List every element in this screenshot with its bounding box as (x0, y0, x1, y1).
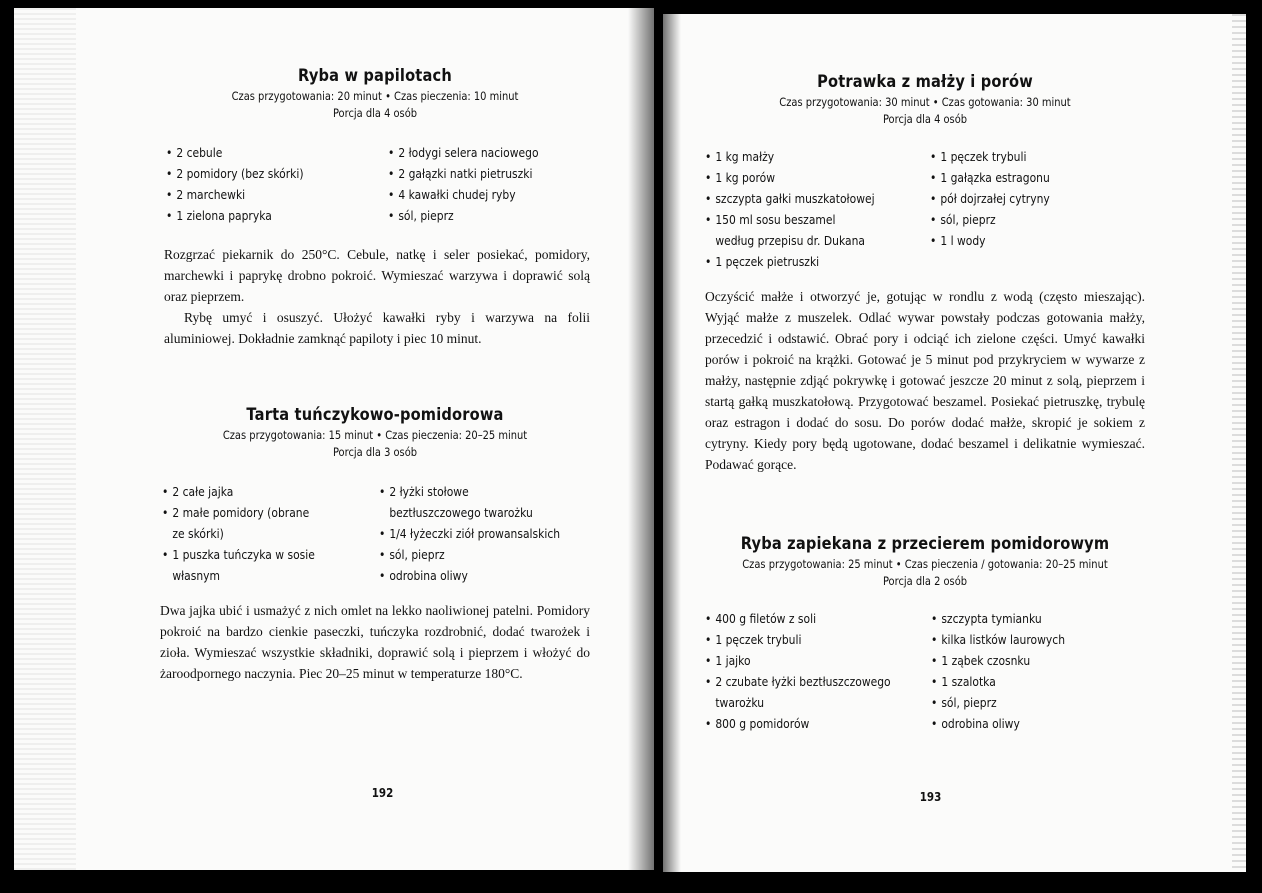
ingredient-column (166, 142, 368, 226)
ingredient-column (921, 608, 1145, 734)
ingredient-item: • 1 kg porów (705, 167, 890, 188)
ingredient-item: • 1 zielona papryka (166, 205, 340, 226)
ingredient-column (162, 481, 361, 586)
ingredient-list (166, 142, 590, 226)
recipe-ryba-w-papilotach (160, 66, 590, 349)
ingredient-item: • odrobina oliwy (931, 713, 1115, 734)
recipe-title: Tarta tuńczykowo-pomidorowa (246, 405, 504, 425)
recipe-times: Czas przygotowania: 30 minut • Czas gotowania: 30 minut (779, 95, 1071, 109)
instruction-paragraph: Rozgrzać piekarnik do 250°C. Cebule, natkę i seler posiekać, pomidory, marchewki i paprykę drobno pokroić. Wymieszać warzywa i doprawić solą oraz pieprzem. (164, 247, 590, 304)
recipe-servings: Porcja dla 4 osób (332, 106, 418, 120)
recipe-title: Ryba zapiekana z przecierem pomidorowym (740, 534, 1110, 554)
page-number: 193 (919, 790, 942, 804)
recipe-instructions (164, 244, 590, 349)
ingredient-item: • sól, pieprz (931, 692, 1115, 713)
gutter-shadow (628, 8, 654, 870)
ingredient-item: • sól, pieprz (388, 205, 562, 226)
ingredient-column (705, 146, 920, 272)
ingredient-item: • 1 pęczek trybuli (930, 146, 1115, 167)
ingredient-item: • 1/4 łyżeczki ziół prowansalskich (379, 523, 560, 544)
ingredient-item: • 1 jajko (705, 650, 891, 671)
ingredient-item: • 2 całe jajka (162, 481, 334, 502)
ingredient-list (705, 146, 1145, 272)
ingredient-column (705, 608, 921, 734)
recipe-times: Czas przygotowania: 20 minut • Czas pieczenia: 10 minut (231, 89, 519, 103)
ingredient-item: • 2 pomidory (bez skórki) (166, 163, 340, 184)
ingredient-item: • pół dojrzałej cytryny (930, 188, 1115, 209)
left-page (14, 8, 654, 870)
recipe-instructions (705, 286, 1145, 475)
ingredient-column (361, 481, 590, 586)
ingredient-item: • 2 gałązki natki pietruszki (388, 163, 562, 184)
ingredient-column (368, 142, 590, 226)
ingredient-list (705, 608, 1145, 734)
page-edge-shadow (14, 8, 76, 870)
ingredient-item: • 2 małe pomidory (obrane ze skórki) (162, 502, 334, 544)
ingredient-item: • 2 czubate łyżki beztłuszczowego twarożku (705, 671, 891, 713)
ingredient-item: • 4 kawałki chudej ryby (388, 184, 562, 205)
ingredient-item: • sól, pieprz (379, 544, 560, 565)
recipe-title: Potrawka z małży i porów (817, 72, 1033, 92)
page-number: 192 (371, 786, 394, 800)
ingredient-column (920, 146, 1145, 272)
ingredient-item: • 1 szalotka (931, 671, 1115, 692)
gutter-shadow (663, 14, 681, 872)
instruction-paragraph: Oczyścić małże i otworzyć je, gotując w rondlu z wodą (często mieszając). Wyjąć małże z muszelek. Odlać wywar powstały podczas gotowania małży, przecedzić i odstawić. Obrać pory i odciąć ich zielone części. Umyć kawałki porów i pokroić na krążki. Gotować je 5 minut pod przykryciem w wywarze z małży, następnie zdjąć pokrywkę i gotować jeszcze 20 minut z solą, pieprzem i startą gałką muszkatołową. Przygotować beszamel. Posiekać pietruszkę, trybulę oraz estragon i dodać do sosu. Do porów dodać małże, skropić je sokiem z cytryny. Kiedy pory będą ugotowane, dodać beszamel i delikatnie wymieszać. Podawać gorące. (705, 289, 1145, 472)
ingredient-list (162, 481, 590, 586)
ingredient-item: • sól, pieprz (930, 209, 1115, 230)
ingredient-item: • 1 puszka tuńczyka w sosie własnym (162, 544, 334, 586)
ingredient-item: • 1 pęczek pietruszki (705, 251, 890, 272)
right-page (663, 14, 1246, 872)
recipe-tarta-tunczykowo-pomidorowa (160, 405, 590, 684)
recipe-instructions (160, 600, 590, 684)
ingredient-item: • 2 łodygi selera naciowego (388, 142, 562, 163)
recipe-ryba-zapiekana (705, 534, 1145, 734)
recipe-servings: Porcja dla 4 osób (882, 112, 968, 126)
ingredient-item: • 1 ząbek czosnku (931, 650, 1115, 671)
ingredient-item: • 2 łyżki stołowe beztłuszczowego twarożku (379, 481, 560, 523)
ingredient-item: • 2 marchewki (166, 184, 340, 205)
recipe-times: Czas przygotowania: 25 minut • Czas pieczenia / gotowania: 20–25 minut (742, 557, 1108, 571)
ingredient-item: • 2 cebule (166, 142, 340, 163)
recipe-potrawka-z-malzy-i-porow (705, 72, 1145, 475)
instruction-paragraph: Rybę umyć i osuszyć. Ułożyć kawałki ryby i warzywa na folii aluminiowej. Dokładnie zamknąć papiloty i piec 10 minut. (164, 310, 590, 346)
ingredient-item: • 1 pęczek trybuli (705, 629, 891, 650)
ingredient-item: • 1 kg małży (705, 146, 890, 167)
ingredient-item: • odrobina oliwy (379, 565, 560, 586)
ingredient-item: • kilka listków laurowych (931, 629, 1115, 650)
ingredient-item: • 400 g filetów z soli (705, 608, 891, 629)
ingredient-item: • 1 l wody (930, 230, 1115, 251)
ingredient-item: • 800 g pomidorów (705, 713, 891, 734)
ingredient-item: • 1 gałązka estragonu (930, 167, 1115, 188)
recipe-times: Czas przygotowania: 15 minut • Czas pieczenia: 20–25 minut (222, 428, 528, 442)
recipe-title: Ryba w papilotach (298, 66, 452, 86)
recipe-servings: Porcja dla 2 osób (882, 574, 968, 588)
recipe-servings: Porcja dla 3 osób (332, 445, 418, 459)
page-edge-shadow (1232, 14, 1246, 872)
ingredient-item: • 150 ml sosu beszamel według przepisu dr. Dukana (705, 209, 890, 251)
instruction-paragraph: Dwa jajka ubić i usmażyć z nich omlet na lekko naoliwionej patelni. Pomidory pokroić na bardzo cienkie paseczki, tuńczyka rozdrobnić, dodać twarożek i zioła. Wymieszać wszystkie składniki, doprawić solą i pieprzem i włożyć do żaroodpornego naczynia. Piec 20–25 minut w temperaturze 180°C. (160, 603, 590, 681)
ingredient-item: • szczypta gałki muszkatołowej (705, 188, 890, 209)
ingredient-item: • szczypta tymianku (931, 608, 1115, 629)
